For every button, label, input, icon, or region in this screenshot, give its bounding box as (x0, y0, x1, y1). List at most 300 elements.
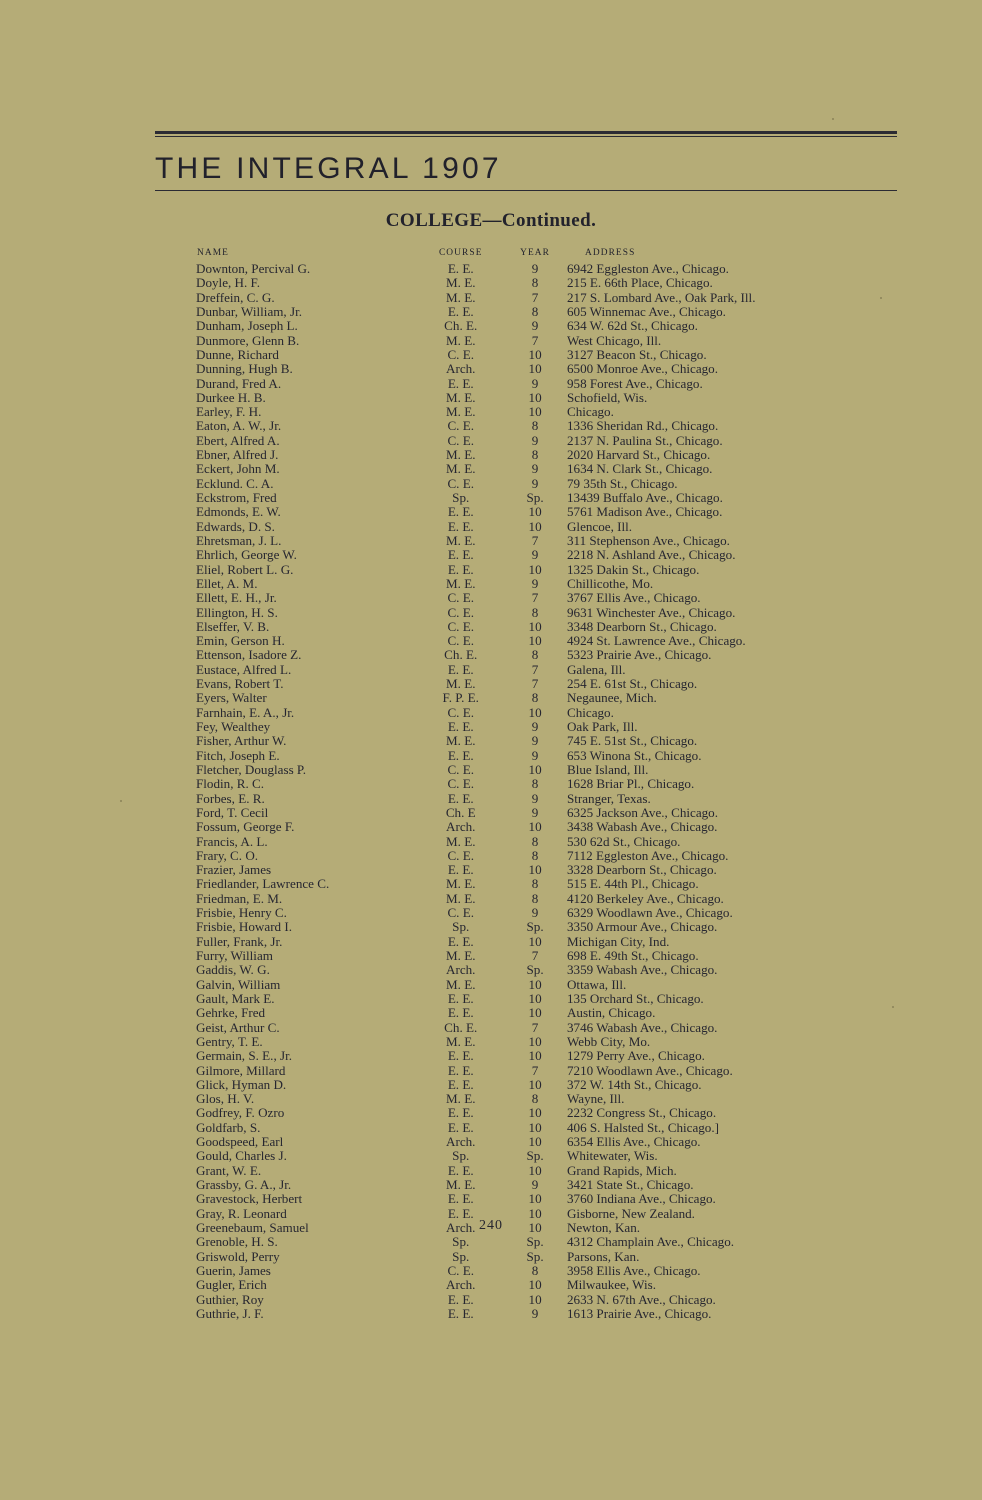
cell-year: 7 (531, 661, 539, 677)
cell-course: C. E. (447, 346, 475, 362)
cell-address: Michigan City, Ind. (566, 933, 670, 949)
cell-year: 10 (528, 761, 542, 777)
cell-address: 9631 Winchester Ave., Chicago. (566, 604, 736, 620)
cell-name: Ellett, E. H., Jr. (196, 590, 277, 606)
cell-name: Eustace, Alfred L. (196, 661, 292, 677)
cell-name: Grenoble, H. S. (196, 1234, 278, 1250)
cell-address: 3421 State St., Chicago. (566, 1177, 694, 1193)
table-row (196, 1177, 786, 1191)
cell-address: Whitewater, Wis. (566, 1148, 658, 1164)
table-row (196, 319, 786, 333)
cell-year: 7 (531, 948, 539, 964)
cell-address: Grand Rapids, Mich. (566, 1162, 677, 1178)
cell-year: 10 (528, 1105, 542, 1121)
table-row (196, 820, 786, 834)
cell-course: M. E. (446, 575, 476, 591)
table-row (196, 304, 786, 318)
cell-name: Gugler, Erich (196, 1277, 267, 1293)
table-row (196, 1163, 786, 1177)
cell-course: C. E. (447, 633, 475, 649)
cell-address: Galena, Ill. (566, 661, 626, 677)
cell-name: Ebner, Alfred J. (196, 447, 279, 463)
cell-course: E. E. (447, 661, 474, 677)
cell-course: M. E. (446, 1177, 476, 1193)
cell-address: 3767 Ellis Ave., Chicago. (566, 590, 701, 606)
cell-address: Gisborne, New Zealand. (566, 1205, 695, 1221)
cell-address: Schofield, Wis. (566, 389, 648, 405)
cell-name: Friedman, E. M. (196, 890, 283, 906)
table-row (196, 719, 786, 733)
cell-year: 8 (531, 1091, 539, 1107)
cell-name: Dunne, Richard (196, 346, 279, 362)
cell-address: 79 35th St., Chicago. (566, 475, 678, 491)
cell-year: 8 (531, 447, 539, 463)
cell-name: Gault, Mark E. (196, 990, 275, 1006)
cell-year: 10 (528, 633, 542, 649)
cell-year: 10 (528, 346, 542, 362)
cell-name: Farnhain, E. A., Jr. (196, 704, 295, 720)
cell-address: 530 62d St., Chicago. (566, 833, 681, 849)
cell-course: E. E. (447, 1105, 474, 1121)
cell-year: Sp. (526, 962, 544, 978)
header-rules (155, 131, 897, 137)
column-header-course: COURSE (438, 248, 483, 258)
table-row (196, 905, 786, 919)
cell-year: 10 (528, 933, 542, 949)
table-row (196, 1106, 786, 1120)
table-row (196, 648, 786, 662)
table-row (196, 877, 786, 891)
cell-address: West Chicago, Ill. (566, 332, 662, 348)
table-row (196, 1092, 786, 1106)
table-row (196, 848, 786, 862)
cell-name: Fossum, George F. (196, 819, 295, 835)
cell-address: 5761 Madison Ave., Chicago. (566, 504, 723, 520)
cell-name: Ehretsman, J. L. (196, 532, 282, 548)
table-row (196, 1049, 786, 1063)
table-row (196, 1020, 786, 1034)
cell-year: 10 (528, 504, 542, 520)
cell-name: Gould, Charles J. (196, 1148, 287, 1164)
cell-address: 311 Stephenson Ave., Chicago. (566, 532, 730, 548)
roster-table (196, 248, 786, 1321)
table-row (196, 419, 786, 433)
cell-name: Fletcher, Douglass P. (196, 761, 307, 777)
table-row (196, 977, 786, 991)
cell-course: Sp. (452, 1234, 470, 1250)
table-row (196, 991, 786, 1005)
cell-name: Flodin, R. C. (196, 776, 265, 792)
table-row (196, 762, 786, 776)
table-row (196, 333, 786, 347)
table-row (196, 519, 786, 533)
cell-address: Wayne, Ill. (566, 1091, 625, 1107)
cell-name: Glos, H. V. (196, 1091, 255, 1107)
cell-course: Arch. (446, 1134, 476, 1150)
cell-course: M. E. (446, 275, 476, 291)
cell-name: Guerin, James (196, 1262, 271, 1278)
cell-course: C. E. (447, 418, 475, 434)
cell-year: 7 (531, 532, 539, 548)
cell-course: C. E. (447, 704, 475, 720)
cell-course: Arch. (446, 361, 476, 377)
cell-year: 10 (528, 404, 542, 420)
table-row (196, 562, 786, 576)
rule-thick (155, 131, 897, 134)
table-header-row (196, 248, 786, 261)
table-row (196, 805, 786, 819)
cell-name: Guthrie, J. F. (196, 1305, 264, 1321)
cell-year: 7 (531, 1019, 539, 1035)
cell-name: Dunbar, William, Jr. (196, 303, 302, 319)
cell-address: Austin, Chicago. (566, 1005, 656, 1021)
cell-address: Milwaukee, Wis. (566, 1277, 657, 1293)
cell-year: 10 (528, 561, 542, 577)
table-row (196, 1278, 786, 1292)
cell-name: Francis, A. L. (196, 833, 268, 849)
table-row (196, 605, 786, 619)
cell-year: 9 (531, 547, 539, 563)
table-row (196, 1263, 786, 1277)
cell-year: 8 (531, 776, 539, 792)
cell-address: 2137 N. Paulina St., Chicago. (566, 432, 723, 448)
cell-name: Goodspeed, Earl (196, 1134, 284, 1150)
table-row (196, 576, 786, 590)
cell-name: Fuller, Frank, Jr. (196, 933, 283, 949)
cell-address: 215 E. 66th Place, Chicago. (566, 275, 713, 291)
cell-course: C. E. (447, 761, 475, 777)
cell-course: M. E. (446, 976, 476, 992)
paper-speck (892, 1006, 894, 1008)
cell-year: 7 (531, 1062, 539, 1078)
cell-year: 9 (531, 804, 539, 820)
cell-course: C. E. (447, 618, 475, 634)
cell-address: 958 Forest Ave., Chicago. (566, 375, 703, 391)
cell-name: Gilmore, Millard (196, 1062, 286, 1078)
table-row (196, 1306, 786, 1320)
cell-year: 7 (531, 332, 539, 348)
cell-year: 8 (531, 275, 539, 291)
cell-course: E. E. (447, 1305, 474, 1321)
cell-course: E. E. (447, 303, 474, 319)
cell-course: E. E. (447, 1048, 474, 1064)
cell-year: 10 (528, 862, 542, 878)
cell-year: 10 (528, 518, 542, 534)
table-body (196, 261, 786, 1320)
table-row (196, 734, 786, 748)
table-row (196, 662, 786, 676)
cell-name: Ellet, A. M. (196, 575, 258, 591)
cell-name: Doyle, H. F. (196, 275, 261, 291)
table-row (196, 1034, 786, 1048)
cell-name: Ettenson, Isadore Z. (196, 647, 302, 663)
cell-name: Frazier, James (196, 862, 272, 878)
cell-course: E. E. (447, 790, 474, 806)
cell-course: Sp. (452, 1148, 470, 1164)
cell-name: Eckert, John M. (196, 461, 280, 477)
rule-thin (155, 136, 897, 137)
cell-name: Forbes, E. R. (196, 790, 265, 806)
cell-name: Edwards, D. S. (196, 518, 275, 534)
cell-course: Ch. E (445, 804, 476, 820)
cell-year: 9 (531, 1177, 539, 1193)
cell-address: Chillicothe, Mo. (566, 575, 654, 591)
cell-year: 10 (528, 1033, 542, 1049)
cell-address: Ottawa, Ill. (566, 976, 627, 992)
cell-name: Downton, Percival G. (196, 261, 311, 277)
cell-year: 8 (531, 833, 539, 849)
cell-year: Sp. (526, 1148, 544, 1164)
cell-name: Edmonds, E. W. (196, 504, 281, 520)
cell-name: Ehrlich, George W. (196, 547, 297, 563)
cell-course: E. E. (447, 1062, 474, 1078)
cell-address: 6354 Ellis Ave., Chicago. (566, 1134, 701, 1150)
cell-name: Furry, William (196, 948, 273, 964)
table-row (196, 548, 786, 562)
cell-name: Gentry, T. E. (196, 1033, 263, 1049)
table-row (196, 276, 786, 290)
cell-address: 6942 Eggleston Ave., Chicago. (566, 261, 729, 277)
cell-address: Chicago. (566, 704, 614, 720)
paper-speck (120, 800, 122, 802)
cell-year: 8 (531, 604, 539, 620)
cell-course: M. E. (446, 404, 476, 420)
table-row (196, 691, 786, 705)
cell-course: E. E. (447, 747, 474, 763)
cell-year: 9 (531, 1305, 539, 1321)
cell-course: M. E. (446, 289, 476, 305)
cell-course: E. E. (447, 518, 474, 534)
cell-course: E. E. (447, 933, 474, 949)
cell-name: Ford, T. Cecil (196, 804, 269, 820)
cell-year: 8 (531, 303, 539, 319)
cell-course: F. P. E. (442, 690, 479, 706)
cell-address: 372 W. 14th St., Chicago. (566, 1076, 702, 1092)
cell-year: 10 (528, 1134, 542, 1150)
page-title: THE INTEGRAL 1907 (155, 152, 502, 185)
cell-course: C. E. (447, 475, 475, 491)
table-row (196, 362, 786, 376)
cell-address: 653 Winona St., Chicago. (566, 747, 702, 763)
cell-year: 10 (528, 389, 542, 405)
column-header-name: NAME (197, 248, 230, 258)
cell-course: E. E. (447, 862, 474, 878)
table-row (196, 533, 786, 547)
table-row (196, 1249, 786, 1263)
cell-course: Arch. (446, 1219, 476, 1235)
cell-address: 2633 N. 67th Ave., Chicago. (566, 1291, 716, 1307)
cell-year: 10 (528, 819, 542, 835)
table-row (196, 462, 786, 476)
table-row (196, 777, 786, 791)
cell-address: 13439 Buffalo Ave., Chicago. (566, 490, 723, 506)
cell-course: M. E. (446, 1033, 476, 1049)
cell-name: Glick, Hyman D. (196, 1076, 287, 1092)
cell-name: Dunham, Joseph L. (196, 318, 298, 334)
cell-course: E. E. (447, 1205, 474, 1221)
cell-course: C. E. (447, 590, 475, 606)
cell-year: 8 (531, 847, 539, 863)
cell-name: Ecklund. C. A. (196, 475, 274, 491)
cell-address: 3350 Armour Ave., Chicago. (566, 919, 718, 935)
cell-year: 8 (531, 876, 539, 892)
cell-name: Dreffein, C. G. (196, 289, 275, 305)
cell-course: M. E. (446, 447, 476, 463)
cell-address: 1634 N. Clark St., Chicago. (566, 461, 713, 477)
cell-course: Ch. E. (444, 318, 478, 334)
cell-course: Arch. (446, 1277, 476, 1293)
cell-course: E. E. (447, 1005, 474, 1021)
cell-address: 4120 Berkeley Ave., Chicago. (566, 890, 724, 906)
cell-address: 406 S. Halsted St., Chicago.] (566, 1119, 719, 1135)
cell-name: Ellington, H. S. (196, 604, 278, 620)
cell-name: Elseffer, V. B. (196, 618, 270, 634)
cell-course: M. E. (446, 876, 476, 892)
cell-course: Sp. (452, 490, 470, 506)
cell-name: Eckstrom, Fred (196, 490, 277, 506)
cell-address: 3328 Dearborn St., Chicago. (566, 862, 717, 878)
cell-name: Godfrey, F. Ozro (196, 1105, 285, 1121)
cell-year: 10 (528, 361, 542, 377)
cell-address: 5323 Prairie Ave., Chicago. (566, 647, 712, 663)
cell-year: 10 (528, 618, 542, 634)
cell-year: Sp. (526, 1234, 544, 1250)
cell-address: Webb City, Mo. (566, 1033, 651, 1049)
table-row (196, 791, 786, 805)
cell-year: 7 (531, 676, 539, 692)
table-row (196, 634, 786, 648)
cell-course: Ch. E. (444, 647, 478, 663)
table-row (196, 705, 786, 719)
table-row (196, 290, 786, 304)
cell-year: 10 (528, 1191, 542, 1207)
cell-year: 7 (531, 289, 539, 305)
cell-name: Grassby, G. A., Jr. (196, 1177, 292, 1193)
table-row (196, 1063, 786, 1077)
cell-year: 10 (528, 1076, 542, 1092)
cell-name: Ebert, Alfred A. (196, 432, 280, 448)
cell-name: Grant, W. E. (196, 1162, 262, 1178)
cell-address: 4924 St. Lawrence Ave., Chicago. (566, 633, 746, 649)
cell-name: Goldfarb, S. (196, 1119, 261, 1135)
cell-address: 1279 Perry Ave., Chicago. (566, 1048, 705, 1064)
cell-course: M. E. (446, 389, 476, 405)
cell-course: M. E. (446, 532, 476, 548)
cell-address: 1628 Briar Pl., Chicago. (566, 776, 695, 792)
table-row (196, 834, 786, 848)
cell-name: Dunning, Hugh B. (196, 361, 293, 377)
cell-year: 9 (531, 318, 539, 334)
cell-year: 10 (528, 990, 542, 1006)
cell-name: Germain, S. E., Jr. (196, 1048, 293, 1064)
cell-year: 10 (528, 1119, 542, 1135)
cell-address: 745 E. 51st St., Chicago. (566, 733, 698, 749)
cell-course: M. E. (446, 733, 476, 749)
table-row (196, 347, 786, 361)
cell-year: 9 (531, 432, 539, 448)
table-row (196, 619, 786, 633)
cell-year: 10 (528, 1291, 542, 1307)
cell-course: Ch. E. (444, 1019, 478, 1035)
table-row (196, 490, 786, 504)
cell-year: 8 (531, 690, 539, 706)
cell-address: 634 W. 62d St., Chicago. (566, 318, 698, 334)
table-row (196, 676, 786, 690)
cell-year: 10 (528, 1219, 542, 1235)
cell-year: 8 (531, 890, 539, 906)
cell-name: Emin, Gerson H. (196, 633, 285, 649)
cell-address: 515 E. 44th Pl., Chicago. (566, 876, 699, 892)
cell-year: 10 (528, 1205, 542, 1221)
cell-address: 1336 Sheridan Rd., Chicago. (566, 418, 719, 434)
cell-name: Galvin, William (196, 976, 281, 992)
cell-name: Eaton, A. W., Jr. (196, 418, 282, 434)
cell-year: 9 (531, 790, 539, 806)
cell-year: 10 (528, 704, 542, 720)
cell-address: 6325 Jackson Ave., Chicago. (566, 804, 719, 820)
cell-course: E. E. (447, 1162, 474, 1178)
cell-course: E. E. (447, 261, 474, 277)
table-row (196, 748, 786, 762)
cell-name: Fisher, Arthur W. (196, 733, 287, 749)
cell-address: 3127 Beacon St., Chicago. (566, 346, 707, 362)
cell-name: Griswold, Perry (196, 1248, 280, 1264)
table-row (196, 261, 786, 275)
cell-name: Gehrke, Fred (196, 1005, 266, 1021)
cell-name: Guthier, Roy (196, 1291, 264, 1307)
cell-name: Geist, Arthur C. (196, 1019, 280, 1035)
cell-address: 135 Orchard St., Chicago. (566, 990, 704, 1006)
cell-year: 9 (531, 261, 539, 277)
cell-course: M. E. (446, 1091, 476, 1107)
table-row (196, 1120, 786, 1134)
cell-address: 2232 Congress St., Chicago. (566, 1105, 717, 1121)
cell-address: 605 Winnemac Ave., Chicago. (566, 303, 726, 319)
cell-name: Frisbie, Henry C. (196, 905, 287, 921)
cell-year: 10 (528, 1048, 542, 1064)
table-row (196, 591, 786, 605)
cell-course: E. E. (447, 1076, 474, 1092)
cell-year: 9 (531, 375, 539, 391)
table-row (196, 1134, 786, 1148)
cell-name: Earley, F. H. (196, 404, 262, 420)
cell-name: Frisbie, Howard I. (196, 919, 293, 935)
cell-address: 3359 Wabash Ave., Chicago. (566, 962, 718, 978)
cell-name: Evans, Robert T. (196, 676, 284, 692)
cell-course: M. E. (446, 676, 476, 692)
cell-year: Sp. (526, 919, 544, 935)
cell-year: 7 (531, 590, 539, 606)
table-row (196, 447, 786, 461)
cell-course: E. E. (447, 1191, 474, 1207)
cell-name: Eliel, Robert L. G. (196, 561, 294, 577)
table-row (196, 891, 786, 905)
table-row (196, 1192, 786, 1206)
paper-speck (880, 297, 882, 299)
cell-address: Glencoe, Ill. (566, 518, 633, 534)
cell-course: M. E. (446, 461, 476, 477)
cell-year: 10 (528, 1277, 542, 1293)
cell-year: 9 (531, 575, 539, 591)
cell-name: Gravestock, Herbert (196, 1191, 303, 1207)
cell-course: C. E. (447, 432, 475, 448)
cell-course: M. E. (446, 332, 476, 348)
cell-course: M. E. (446, 890, 476, 906)
table-row (196, 390, 786, 404)
cell-address: 2218 N. Ashland Ave., Chicago. (566, 547, 736, 563)
table-row (196, 963, 786, 977)
cell-year: 9 (531, 475, 539, 491)
